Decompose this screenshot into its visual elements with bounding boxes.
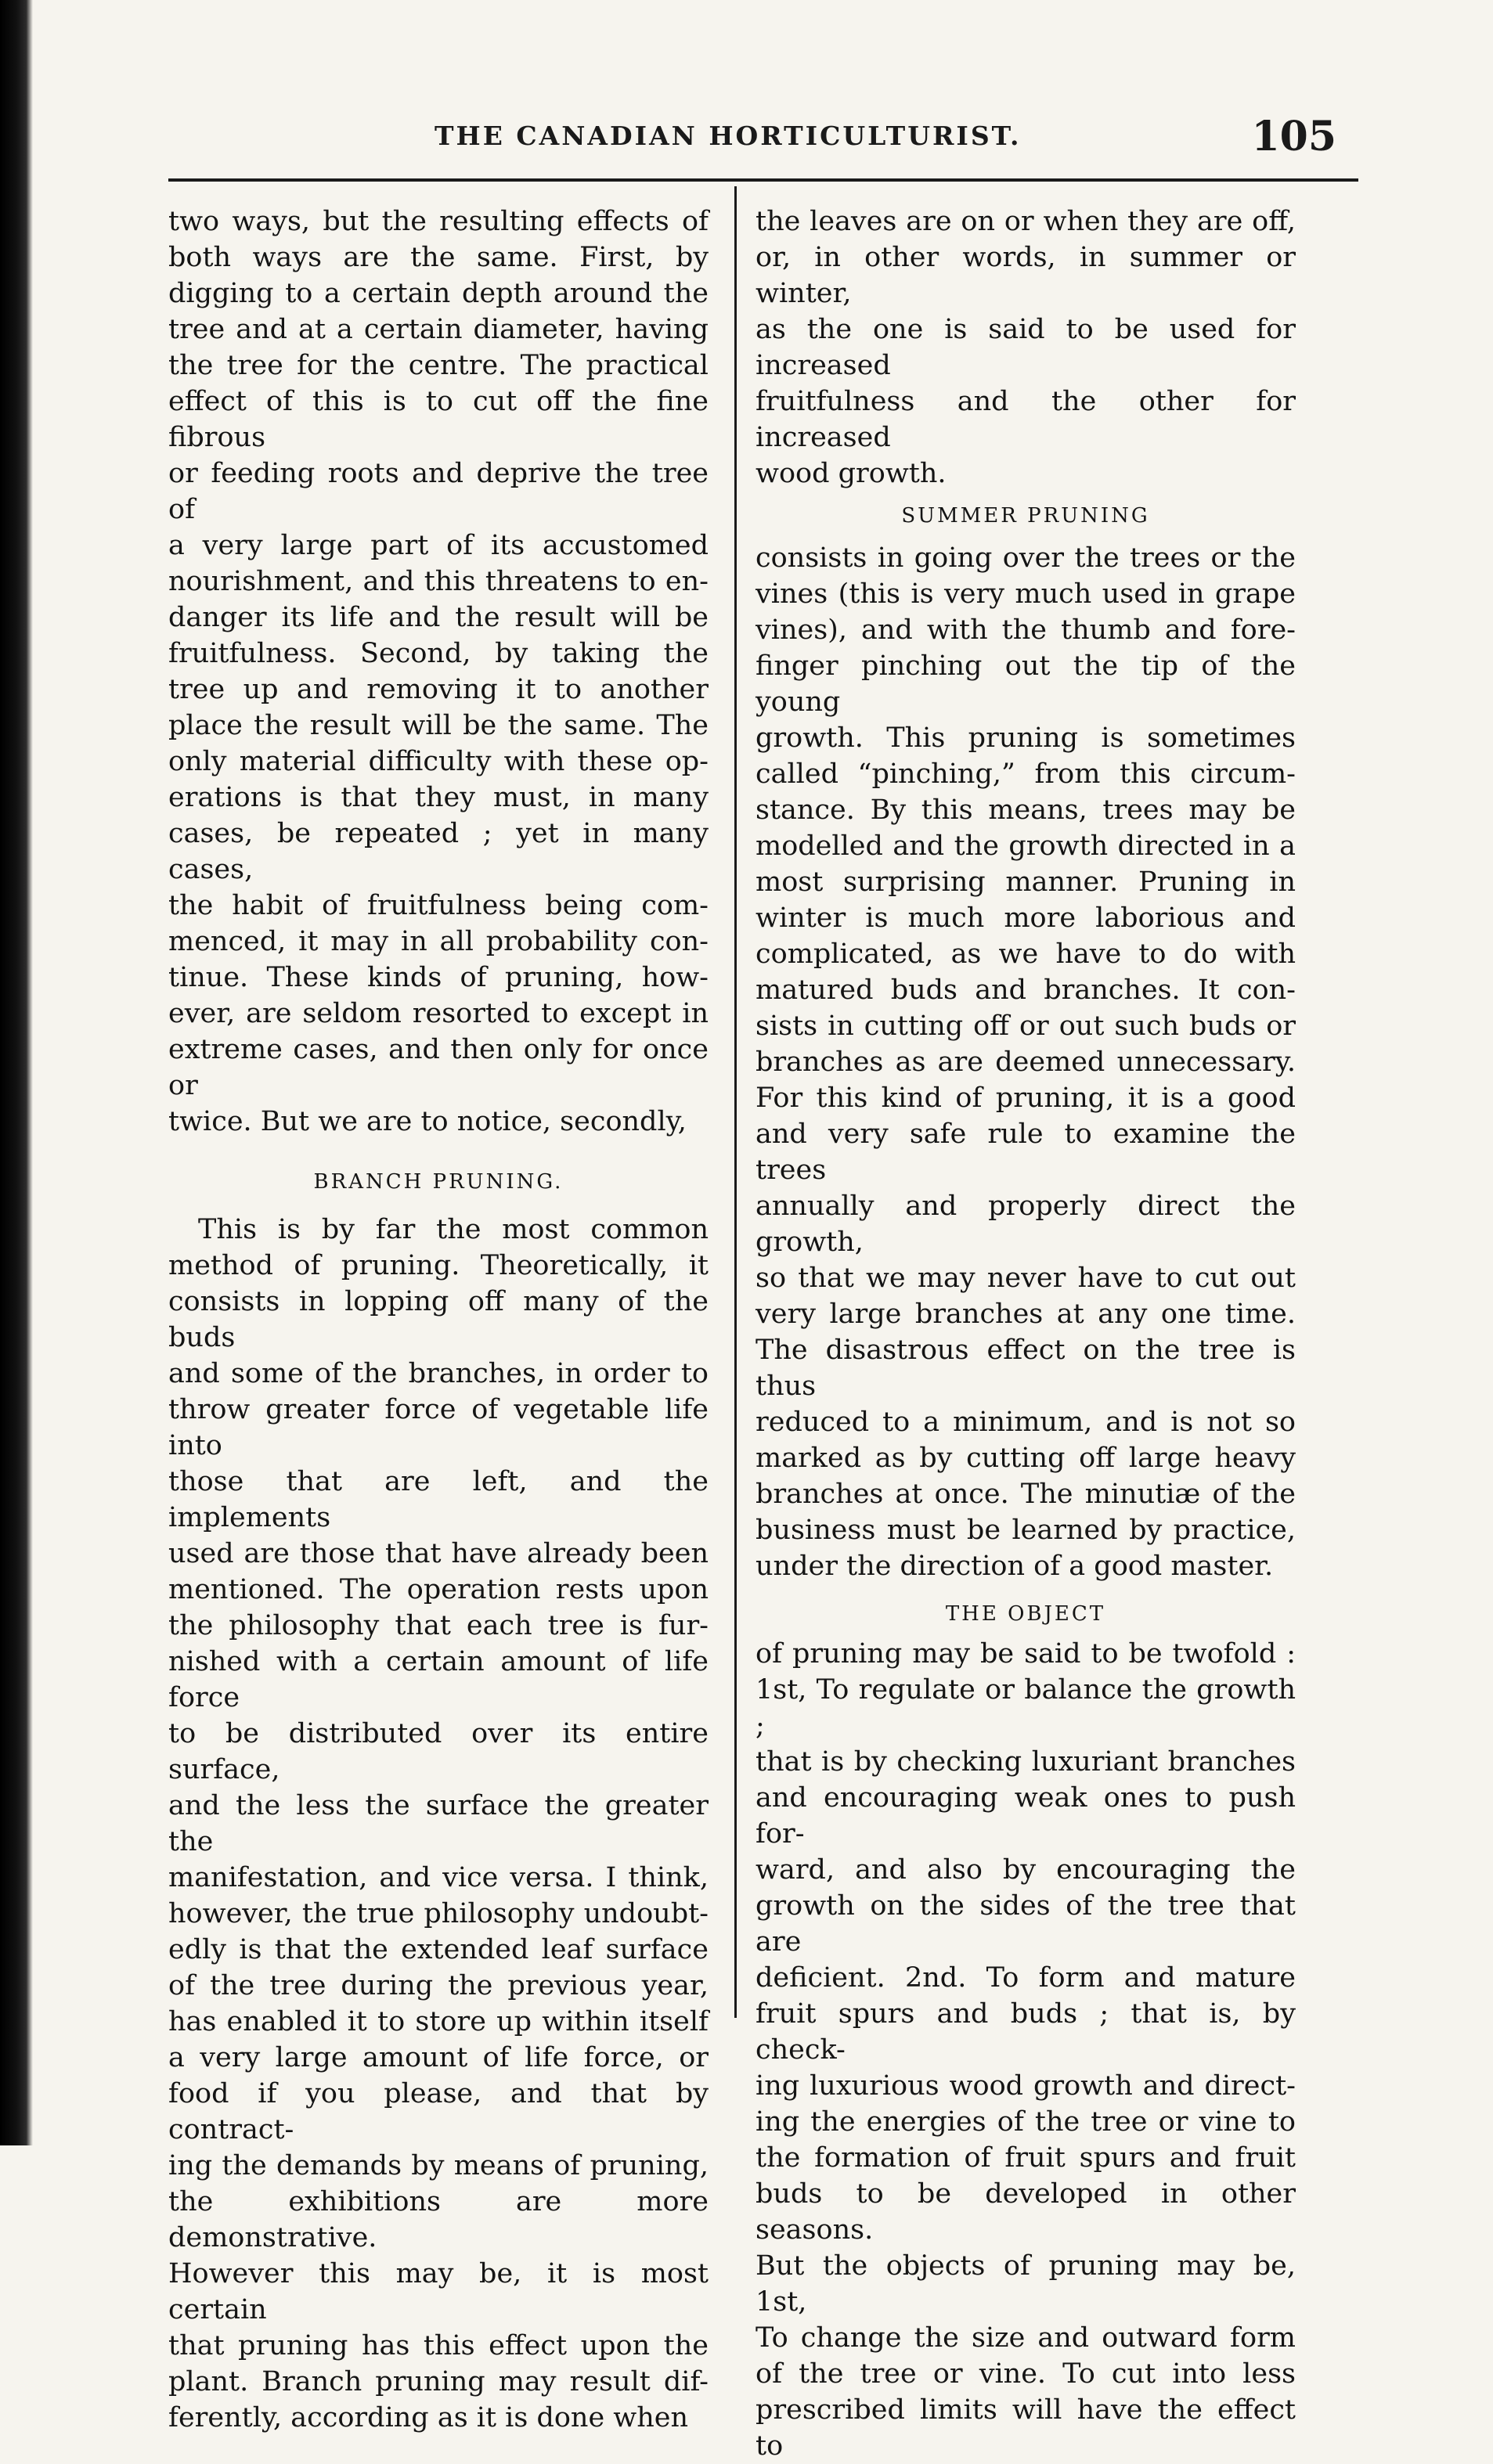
text-line: business must be learned by practice, [756,1515,1296,1546]
text-line: food if you please, and that by contract- [168,2078,709,2145]
text-line: branches as are deemed unnecessary. [756,1046,1296,1078]
text-line: twice. But we are to notice, secondly, [168,1106,687,1137]
text-line: menced, it may in all probability con- [168,926,709,957]
text-line: the leaves are on or when they are off, [756,206,1296,237]
paragraph-roots-pruning [168,204,709,1140]
column-divider [734,186,737,2018]
text-line: marked as by cutting off large heavy [756,1443,1296,1474]
text-line: complicated, as we have to do with [756,938,1296,970]
text-line: But the objects of pruning may be, 1st, [756,2250,1296,2318]
text-line: plant. Branch pruning may result dif- [168,2366,709,2397]
text-line: those that are left, and the implements [168,1466,709,1533]
text-line: manifestation, and vice versa. I think, [168,1862,709,1893]
text-line: of the tree during the previous year, [168,1970,709,2001]
text-line: prescribed limits will have the effect to [756,2394,1296,2462]
text-line: nourishment, and this threatens to en- [168,566,709,597]
text-line: ing the energies of the tree or vine to [756,2106,1296,2138]
text-line: of the tree or vine. To cut into less [756,2358,1296,2390]
text-line: and encouraging weak ones to push for- [756,1782,1296,1850]
text-line: annually and properly direct the growth, [756,1191,1296,1258]
text-line: growth. This pruning is sometimes [756,722,1296,754]
text-line: This is by far the most common [198,1214,709,1245]
heading-branch-pruning: BRANCH PRUNING. [313,1170,564,1194]
text-line: called “pinching,” from this circum- [756,758,1296,790]
text-line: place the result will be the same. The [168,710,709,741]
text-line: vines (this is very much used in grape [756,578,1296,610]
text-line: For this kind of pruning, it is a good [756,1083,1296,1114]
text-line: ward, and also by encouraging the [756,1854,1296,1886]
text-line: and some of the branches, in order to [168,1358,709,1389]
text-line: mentioned. The operation rests upon [168,1574,709,1605]
text-line: the tree for the centre. The practical [168,350,709,381]
text-line: has enabled it to store up within itself [168,2006,709,2037]
text-line: However this may be, it is most certain [168,2258,709,2325]
text-line: tree and at a certain diameter, having [168,314,709,345]
text-line: wood growth. [756,458,947,489]
text-line: vines), and with the thumb and fore- [756,614,1296,646]
text-line: that is by checking luxuriant branches [756,1746,1296,1778]
text-line: under the direction of a good master. [756,1551,1274,1582]
text-line: effect of this is to cut off the fine fibrous [168,386,709,453]
text-line: or feeding roots and deprive the tree of [168,458,709,525]
text-line: cases, be repeated ; yet in many cases, [168,818,709,885]
text-line: matured buds and branches. It con- [756,974,1296,1006]
text-line: throw greater force of vegetable life into [168,1394,709,1461]
running-title: THE CANADIAN HORTICULTURIST. [435,121,1022,151]
text-line: as the one is said to be used for increased [756,314,1296,381]
text-line: and the less the surface the greater the [168,1790,709,1857]
text-line: ing the demands by means of pruning, [168,2150,709,2181]
text-line: of pruning may be said to be twofold : [756,1638,1296,1670]
text-line: 1st, To regulate or balance the growth ; [756,1674,1296,1742]
heading-summer-pruning: SUMMER PRUNING [901,504,1150,528]
text-line: ing luxurious wood growth and direct- [756,2070,1296,2102]
page-number: 105 [1251,113,1336,160]
text-line: tree up and removing it to another [168,674,709,705]
paragraph-branch-pruning [168,1212,709,2436]
page-header [168,113,1358,164]
text-line: modelled and the growth directed in a [756,830,1296,862]
text-line: reduced to a minimum, and is not so [756,1407,1296,1438]
text-line: consists in going over the trees or the [756,542,1296,574]
text-line: the habit of fruitfulness being com- [168,890,709,921]
text-line: deficient. 2nd. To form and mature [756,1962,1296,1994]
text-line: ferently, according as it is done when [168,2402,689,2433]
text-line: finger pinching out the tip of the young [756,650,1296,718]
text-line: only material difficulty with these op- [168,746,709,777]
header-rule [168,178,1358,182]
text-line: digging to a certain depth around the [168,278,709,309]
text-line: winter is much more laborious and [756,902,1296,934]
text-line: growth on the sides of the tree that are [756,1890,1296,1958]
heading-the-object: THE OBJECT [945,1602,1106,1626]
text-line: branches at once. The minutiæ of the [756,1479,1296,1510]
text-line: tinue. These kinds of pruning, how- [168,962,709,993]
text-line: that pruning has this effect upon the [168,2330,709,2361]
text-line: method of pruning. Theoretically, it [168,1250,709,1281]
text-line: the exhibitions are more demonstrative. [168,2186,709,2253]
left-column [168,204,709,2436]
text-line: fruitfulness and the other for increased [756,386,1296,453]
text-line: extreme cases, and then only for once or [168,1034,709,1101]
text-line: erations is that they must, in many [168,782,709,813]
text-line: so that we may never have to cut out [756,1263,1296,1294]
text-line: both ways are the same. First, by [168,242,709,273]
scan-edge-shadow [0,0,33,2145]
text-line: nished with a certain amount of life force [168,1646,709,1713]
text-line: ever, are seldom resorted to except in [168,998,709,1029]
text-line: The disastrous effect on the tree is thus [756,1335,1296,1402]
text-line: to be distributed over its entire surface, [168,1718,709,1785]
text-line: sists in cutting off or out such buds or [756,1010,1296,1042]
text-line: the formation of fruit spurs and fruit [756,2142,1296,2174]
text-line: most surprising manner. Pruning in [756,866,1296,898]
text-line: a very large part of its accustomed [168,530,709,561]
text-line: or, in other words, in summer or winter, [756,242,1296,309]
text-line: danger its life and the result will be [168,602,709,633]
text-line: a very large amount of life force, or [168,2042,709,2073]
paragraph-leaves-on-off [756,204,1296,492]
text-line: very large branches at any one time. [756,1299,1296,1330]
text-line: however, the true philosophy undoubt- [168,1898,709,1929]
text-line: the philosophy that each tree is fur- [168,1610,709,1641]
text-line: used are those that have already been [168,1538,709,1569]
paragraph-summer-pruning [756,540,1296,1584]
text-line: fruitfulness. Second, by taking the [168,638,709,669]
text-line: fruit spurs and buds ; that is, by check- [756,1998,1296,2066]
text-line: To change the size and outward form [756,2322,1296,2354]
text-line: edly is that the extended leaf surface [168,1934,709,1965]
text-line: and very safe rule to examine the trees [756,1119,1296,1186]
text-line: buds to be developed in other seasons. [756,2178,1296,2246]
text-line: two ways, but the resulting effects of [168,206,709,237]
text-line: stance. By this means, trees may be [756,794,1296,826]
text-line: consists in lopping off many of the buds [168,1286,709,1353]
paragraph-the-object [756,1636,1296,2464]
right-column [756,204,1296,2464]
